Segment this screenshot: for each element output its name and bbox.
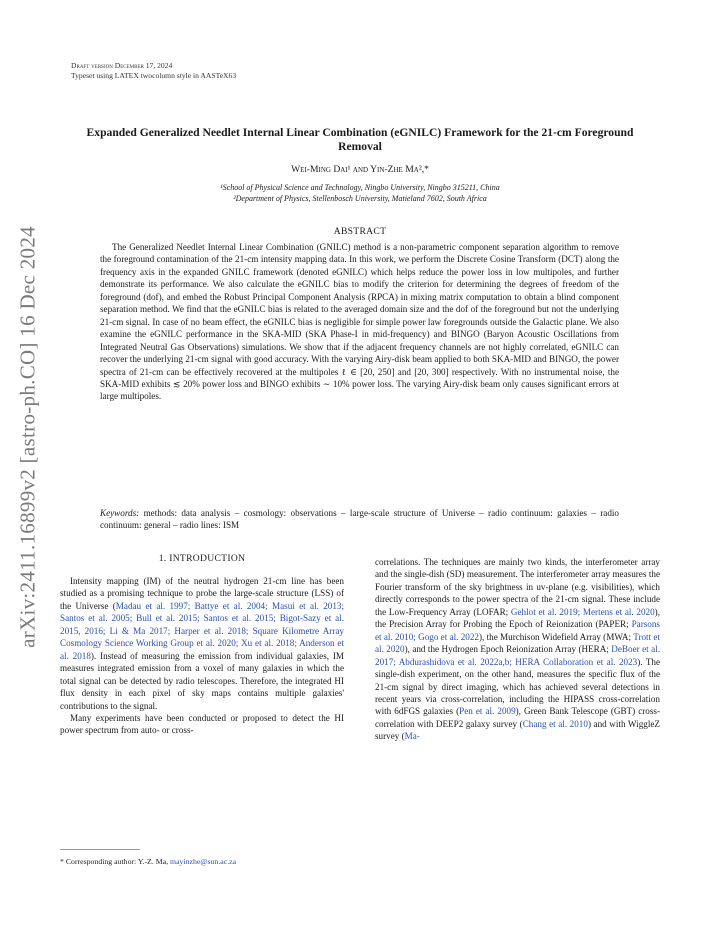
abstract-text: The Generalized Needlet Internal Linear Combination (GNILC) method is a non-parametric component separation algorithm to remove the foreground contamination of the 21-cm intensity mapping data. In this work, we perform the Discrete Cosine Transform (DCT) along the frequency axis in the expanded GNILC framework (denoted eGNILC) which helps reduce the power loss in low multipoles, and further demonstrate its performance. We also calculate the eGNILC bias to modify the criterion for determining the degrees of freedom of the foreground (dof), and embed the Robust Principal Component Analysis (RPCA) in mixing matrix computation to obtain a blind component separation method. We find that the eGNILC bias is related to the averaged domain size and the dof of the foreground but not the underlying 21-cm signal. In case of no beam effect, the eGNILC bias is negligible for simple power law foregrounds outside the Galactic plane. We also examine the eGNILC performance in the SKA-MID (SKA Phase-I in mid-frequency) and BINGO (Baryon Acoustic Oscillations from Integrated Neutral Gas Observations) simulations. We show that if the adjacent frequency channels are not highly correlated, eGNILC can recover the underlying 21-cm signal with good accuracy. With the varying Airy-disk beam applied to both SKA-MID and BINGO, the power spectra of 21-cm can be effectively recovered at the multipoles ℓ ∈ [20, 250] and [20, 300] respectively. With no instrumental noise, the SKA-MID exhibits ≲ 20% power loss and BINGO exhibits ∼ 10% power loss. The varying Airy-disk beam only causes significant errors at large multipoles.: [100, 242, 619, 402]
footnote-rule: [60, 849, 140, 850]
author-email-link[interactable]: mayinzhe@sun.ac.za: [170, 857, 237, 866]
right-column: [375, 556, 660, 743]
intro-text: Intensity mapping (IM) of the neutral hydrogen 21-cm line has been studied as a promising technique to probe the large-scale structure (LSS) of the Universe (: [60, 576, 344, 611]
intro-text: ). The single-dish experiment, on the other hand, measures the specific flux of the 21-cm signal by direct imaging, which has achieved several detections in recent years via cross-correlation, including the HIPASS cross-correlation with 6dFGS galaxies (: [375, 656, 661, 717]
citation-link[interactable]: Ma-: [404, 731, 420, 742]
abstract-heading: ABSTRACT: [333, 226, 387, 237]
section-heading-introduction: 1. INTRODUCTION: [158, 553, 246, 564]
intro-text: ), the Precision Array for Probing the Epoch of Reionization (PAPER;: [375, 606, 660, 630]
affiliation-2: ²Department of Physics, Stellenbosch University, Matieland 7602, South Africa: [233, 194, 487, 203]
arxiv-identifier: arXiv:2411.16899v2 [astro-ph.CO] 16 Dec 2024: [15, 226, 40, 648]
typeset-line: Typeset using LATEX twocolumn style in AASTeX63: [71, 71, 237, 80]
intro-text: ), Green Bank Telescope (GBT) cross-correlation with DEEP2 galaxy survey (: [375, 706, 660, 729]
citation-link[interactable]: Trott et al. 2020: [375, 631, 661, 655]
citation-link[interactable]: DeBoer et al. 2017; Abdurashidova et al. 2022a,b; HERA Collaboration et al. 2023: [375, 644, 660, 667]
paper-title: Expanded Generalized Needlet Internal Linear Combination (eGNILC) Framework for the 21-cm Foreground Removal: [86, 126, 634, 153]
keywords-text: methods: data analysis – cosmology: observations – large-scale structure of Universe – radio continuum: galaxies – radio continuum: general – radio lines: ISM: [100, 508, 619, 531]
footnote-text: * Corresponding author: Y.-Z. Ma,: [60, 857, 171, 866]
keywords-label: Keywords:: [100, 508, 140, 518]
footnote: [60, 857, 344, 867]
keywords: [100, 507, 619, 532]
arxiv-sidebar: [8, 222, 48, 652]
paper-authors: Wei-Ming Dai¹ and Yin-Zhe Ma²,*: [291, 164, 429, 175]
header-note: [71, 61, 236, 81]
draft-version: Draft version December 17, 2024: [71, 61, 173, 70]
intro-paragraph-2: Many experiments have been conducted or proposed to detect the HI power spectrum from auto- or cross-: [60, 712, 344, 736]
intro-text: ), and the Hydrogen Epoch Reionization Array (HERA;: [404, 644, 612, 655]
citation-link[interactable]: Pen et al. 2009: [459, 706, 516, 717]
left-column: [60, 575, 344, 737]
affiliations: [71, 182, 649, 204]
intro-paragraph-1: [60, 575, 344, 712]
intro-text: correlations. The techniques are mainly two kinds, the interferometer array and the single-dish (SD) measurement. The interferometer array measures the Fourier transform of the sky brightness in uv-plane (e.g. visibilities), which directly corresponds to the power spectra of the 21-cm signal. These include the Low-Frequency Array (LOFAR;: [375, 557, 660, 617]
citation-link[interactable]: Gehlot et al. 2019; Mertens et al. 2020: [510, 606, 655, 617]
citation-link[interactable]: Chang et al. 2010: [522, 718, 588, 729]
citation-link[interactable]: Madau et al. 1997; Battye et al. 2004; Masui et al. 2013; Santos et al. 2005; Bull et al. 2015; Santos et al. 2015; Bigot-Sazy et al. 2015, 2016; Li & Ma 2017; Harper et al. 2018; Square Kilometre Array Cosmology Science Working Group et al. 2020; Xu et al. 2018; Anderson et al. 2018: [60, 600, 344, 661]
intro-text: ). Instead of measuring the emission from individual galaxies, IM measures integrated emission from a voxel of many galaxies in which the total signal can be detected by radio telescopes. Therefore, the integrated HI flux density in each pixel of sky maps contains multiple galaxies' contributions to the signal.: [60, 650, 344, 711]
intro-text: ) and with WiggleZ survey (: [375, 718, 660, 742]
intro-text: ), the Murchison Widefield Array (MWA;: [478, 631, 634, 642]
intro-paragraph-continued: [375, 556, 660, 743]
affiliation-1: ¹School of Physical Science and Technology, Ningbo University, Ningbo 315211, China: [220, 183, 500, 192]
citation-link[interactable]: Parsons et al. 2010; Gogo et al. 2022: [375, 619, 660, 642]
